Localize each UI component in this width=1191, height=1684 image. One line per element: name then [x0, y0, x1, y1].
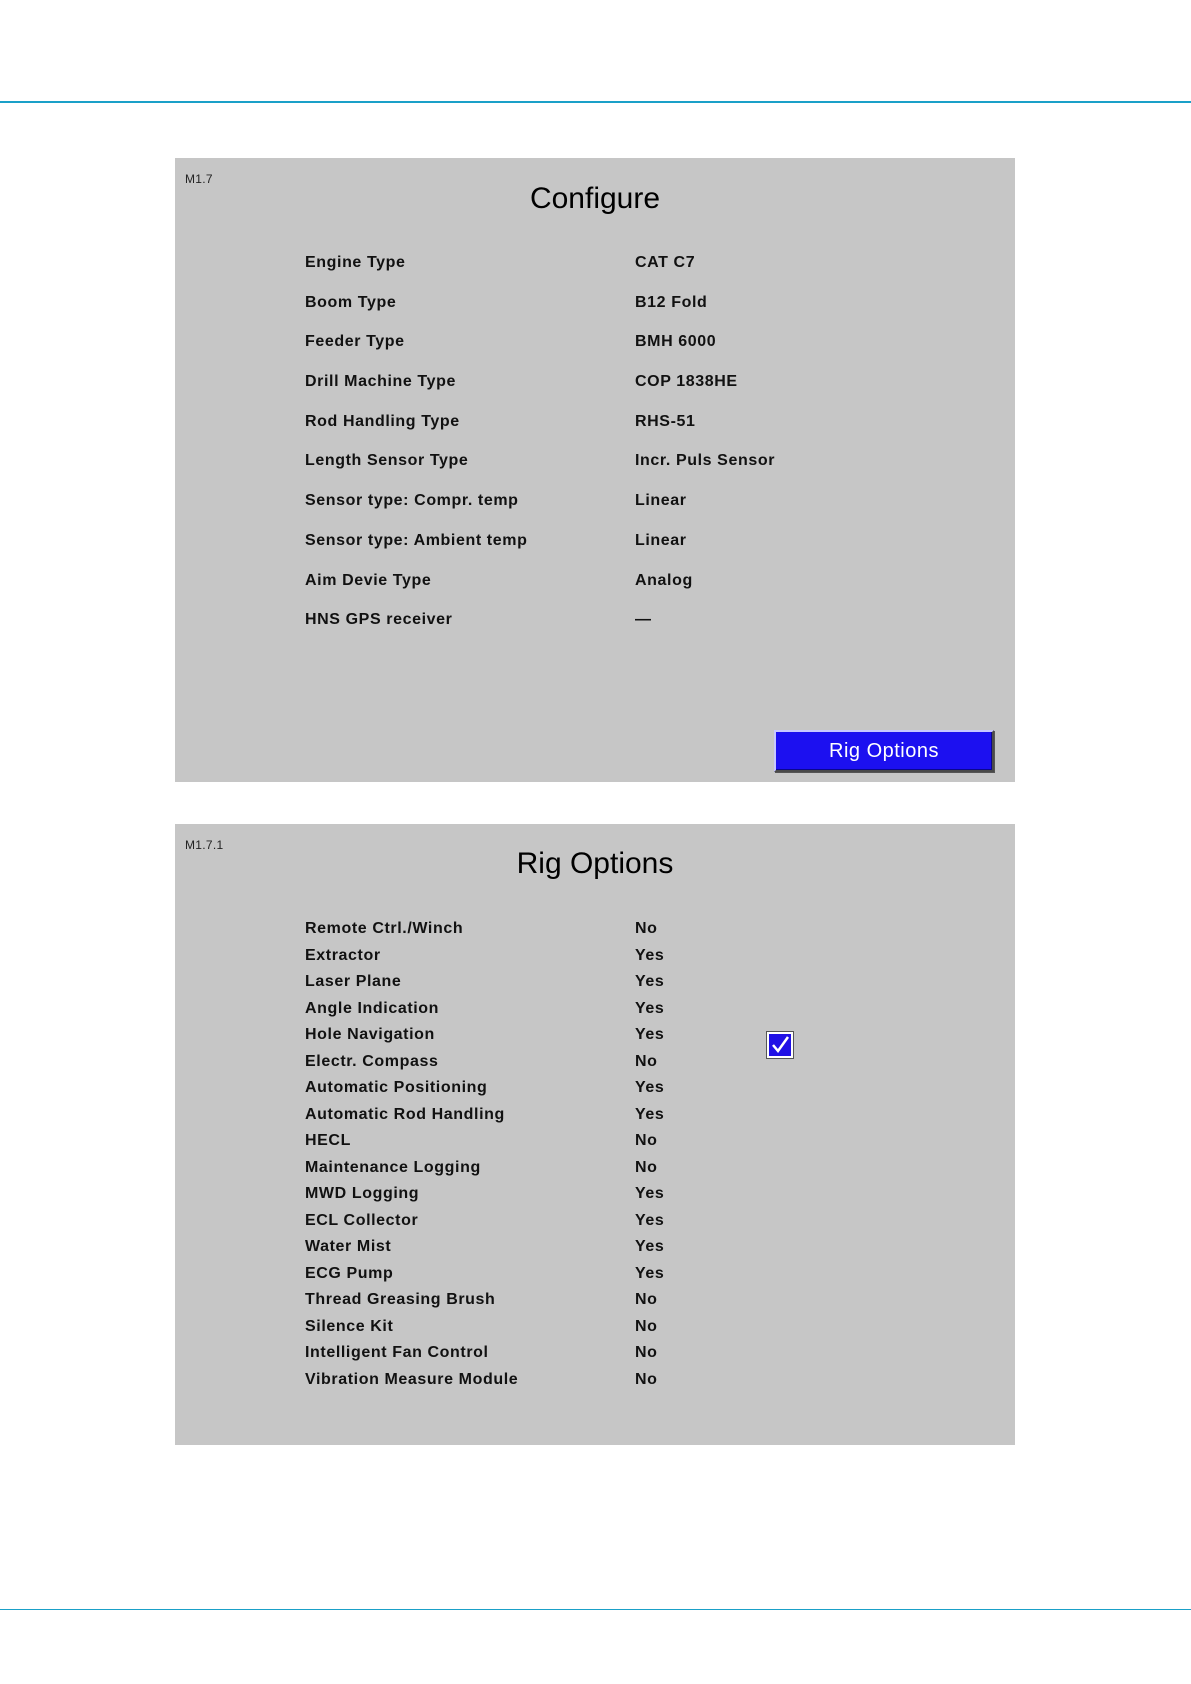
row-value: Yes — [635, 973, 665, 990]
screen-id: M1.7 — [185, 172, 213, 186]
row-value: Yes — [635, 1026, 665, 1043]
row-value: Yes — [635, 1079, 665, 1096]
row-label: Electr. Compass — [305, 1052, 439, 1070]
row-label: Intelligent Fan Control — [305, 1344, 489, 1361]
rig-row-angle-indication — [305, 999, 1015, 1026]
row-label: Aim Devie Type — [305, 571, 432, 589]
rig-row-vibration-measure-module — [305, 1370, 1015, 1397]
row-value: B12 Fold — [635, 293, 708, 311]
rig-row-maintenance-logging — [305, 1158, 1015, 1185]
rig-row-ecl-collector — [305, 1211, 1015, 1238]
row-value: No — [635, 1370, 658, 1388]
row-value: Yes — [635, 1105, 665, 1123]
bottom-divider-line — [0, 1609, 1191, 1610]
row-label: Boom Type — [305, 293, 397, 311]
row-label: Automatic Positioning — [305, 1079, 488, 1096]
row-label: Drill Machine Type — [305, 373, 456, 391]
row-value: Linear — [635, 531, 687, 549]
row-label: Rod Handling Type — [305, 412, 460, 430]
rig-row-thread-greasing-brush — [305, 1290, 1015, 1317]
config-row-length-sensor-type — [305, 451, 1015, 491]
row-label: Length Sensor Type — [305, 452, 469, 470]
row-label: Silence Kit — [305, 1317, 394, 1335]
row-label: Feeder Type — [305, 333, 405, 351]
row-value: Analog — [635, 571, 693, 589]
row-label: Sensor type: Ambient temp — [305, 531, 528, 549]
rig-options-button[interactable]: Rig Options — [774, 730, 994, 772]
configure-list — [305, 253, 1015, 650]
row-label: Maintenance Logging — [305, 1158, 481, 1176]
config-row-feeder-type — [305, 332, 1015, 372]
top-divider-line — [0, 101, 1191, 103]
screen-id: M1.7.1 — [185, 838, 224, 852]
row-value: Yes — [635, 1185, 665, 1202]
row-label: Extractor — [305, 946, 381, 964]
row-value: COP 1838HE — [635, 373, 738, 391]
row-label: Remote Ctrl./Winch — [305, 920, 464, 937]
rig-row-intelligent-fan-control — [305, 1343, 1015, 1370]
row-value: Yes — [635, 1238, 665, 1255]
row-label: Engine Type — [305, 254, 406, 271]
configure-screen — [175, 158, 1015, 782]
row-value: No — [635, 920, 658, 937]
row-label: Vibration Measure Module — [305, 1370, 519, 1388]
config-row-engine-type — [305, 253, 1015, 293]
rig-row-hole-navigation — [305, 1025, 1015, 1052]
row-value: — — [635, 611, 652, 629]
page-title: Configure — [529, 182, 661, 215]
row-label: ECL Collector — [305, 1211, 419, 1229]
row-label: Angle Indication — [305, 999, 440, 1017]
rig-row-ecg-pump — [305, 1264, 1015, 1291]
config-row-rod-handling-type — [305, 412, 1015, 452]
config-row-drill-machine-type — [305, 372, 1015, 412]
row-label: HECL — [305, 1132, 351, 1149]
row-label: Water Mist — [305, 1238, 392, 1255]
row-value: CAT C7 — [635, 254, 696, 271]
rig-row-mwd-logging — [305, 1184, 1015, 1211]
rig-row-electr-compass — [305, 1052, 1015, 1079]
rig-row-extractor — [305, 946, 1015, 973]
config-row-aim-device-type — [305, 571, 1015, 611]
rig-row-water-mist — [305, 1237, 1015, 1264]
hole-navigation-checkbox[interactable] — [767, 1032, 793, 1058]
row-value: No — [635, 1132, 658, 1149]
row-label: MWD Logging — [305, 1185, 420, 1202]
row-value: Yes — [635, 1264, 665, 1282]
row-label: Laser Plane — [305, 973, 402, 990]
rig-row-laser-plane — [305, 972, 1015, 999]
row-label: Sensor type: Compr. temp — [305, 492, 519, 510]
config-row-boom-type — [305, 293, 1015, 333]
row-value: Yes — [635, 1211, 665, 1229]
rig-options-list — [305, 919, 1015, 1396]
rig-row-remote-ctrl-winch — [305, 919, 1015, 946]
rig-row-automatic-rod-handling — [305, 1105, 1015, 1132]
row-label: Hole Navigation — [305, 1026, 435, 1043]
config-row-sensor-ambient-temp — [305, 531, 1015, 571]
row-label: ECG Pump — [305, 1264, 394, 1282]
row-value: No — [635, 1317, 658, 1335]
config-row-hns-gps-receiver — [305, 610, 1015, 650]
row-value: RHS-51 — [635, 412, 696, 430]
row-value: No — [635, 1052, 658, 1070]
row-value: No — [635, 1158, 658, 1176]
rig-row-automatic-positioning — [305, 1078, 1015, 1105]
row-value: Yes — [635, 946, 665, 964]
row-value: Incr. Puls Sensor — [635, 452, 776, 470]
page-title: Rig Options — [516, 847, 674, 880]
row-label: Automatic Rod Handling — [305, 1105, 505, 1123]
rig-row-hecl — [305, 1131, 1015, 1158]
row-value: No — [635, 1291, 658, 1308]
row-value: BMH 6000 — [635, 333, 717, 351]
row-label: HNS GPS receiver — [305, 611, 453, 629]
config-row-sensor-compr-temp — [305, 491, 1015, 531]
row-value: Linear — [635, 492, 687, 510]
row-label: Thread Greasing Brush — [305, 1291, 496, 1308]
rig-row-silence-kit — [305, 1317, 1015, 1344]
checkmark-icon — [769, 1034, 791, 1056]
row-value: Yes — [635, 999, 665, 1017]
row-value: No — [635, 1344, 658, 1361]
rig-options-screen — [175, 824, 1015, 1445]
